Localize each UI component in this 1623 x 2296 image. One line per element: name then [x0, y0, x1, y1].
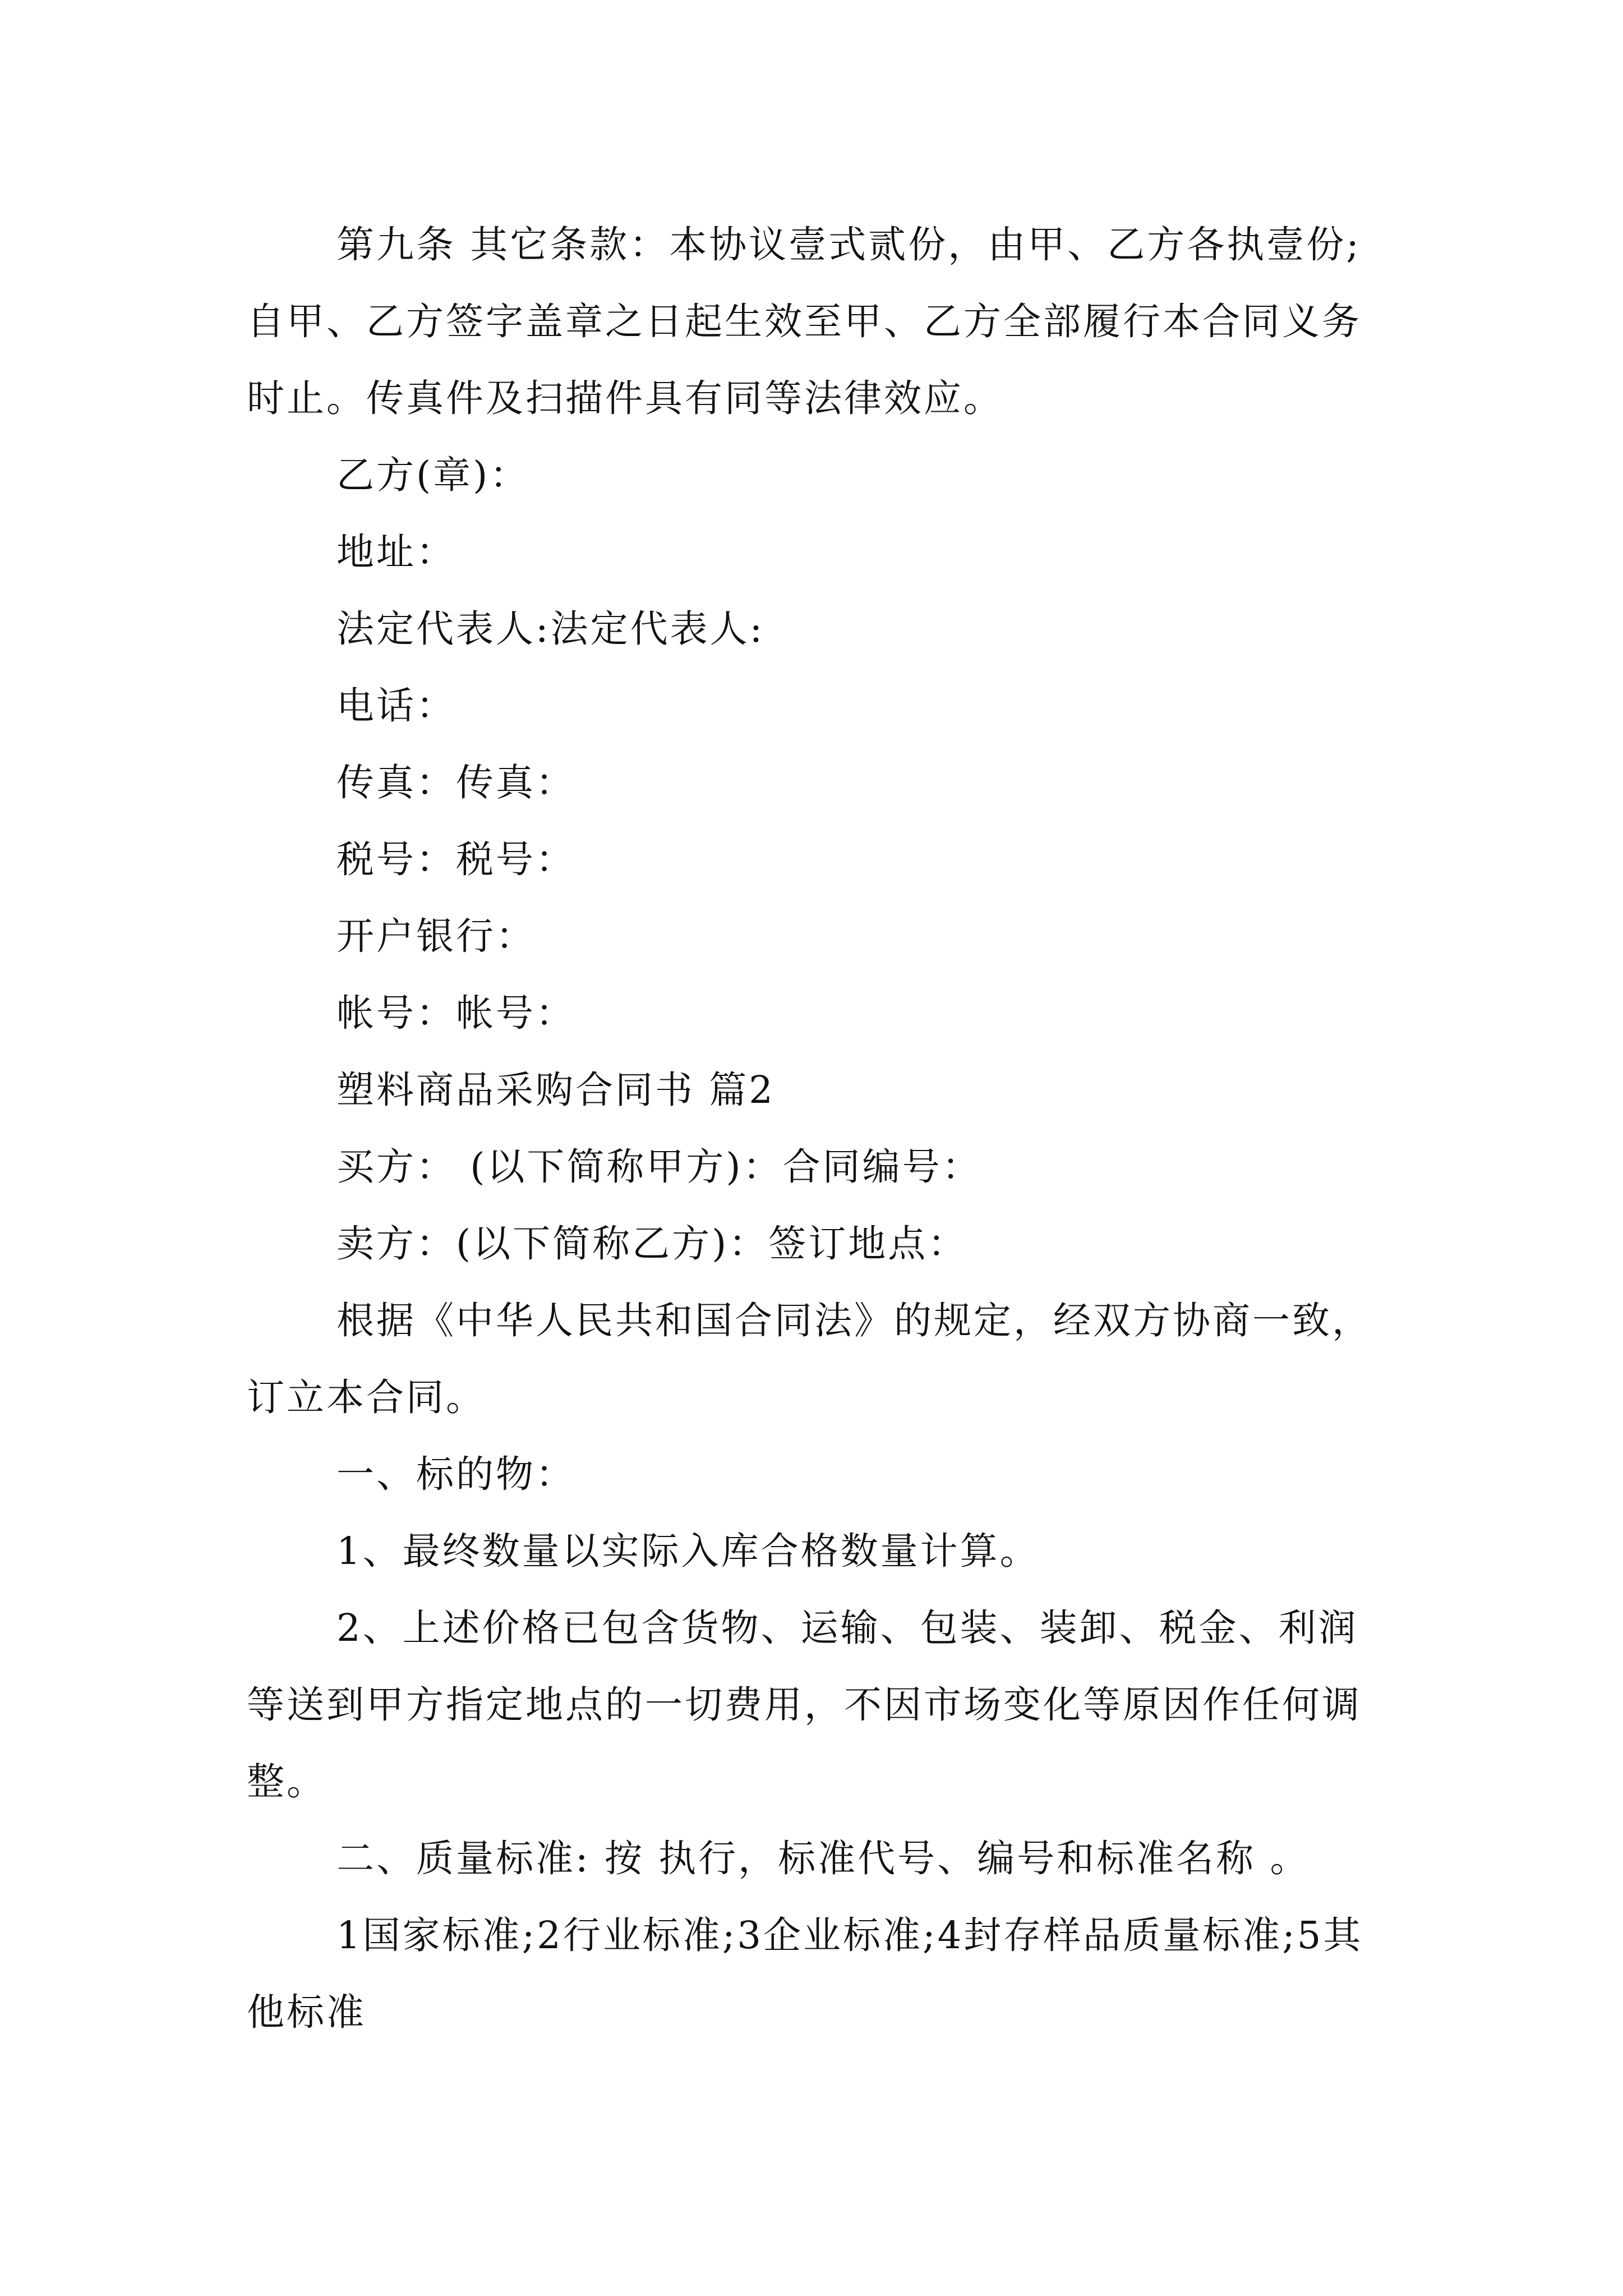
- section-title: 塑料商品采购合同书 篇2: [336, 1068, 775, 1112]
- buyer-line: 买方： (以下简称甲方)：合同编号：: [336, 1145, 982, 1189]
- fax-line: 传真：传真：: [336, 761, 575, 804]
- address-line: 地址：: [336, 530, 456, 574]
- basis-paragraph: 根据《中华人民共和国合同法》的规定，经双方协商一致，订立本合同。: [247, 1299, 1372, 1419]
- subject-matter-heading: 一、标的物：: [336, 1452, 575, 1496]
- quality-standard-paragraph: 二、质量标准: 按 执行，标准代号、编号和标准名称 。: [336, 1837, 1310, 1880]
- phone-line: 电话：: [336, 684, 456, 728]
- document-body: [247, 206, 1380, 2051]
- clause-9-paragraph: 第九条 其它条款：本协议壹式贰份，由甲、乙方各执壹份;自甲、乙方签字盖章之日起生效至甲、乙方全部履行本合同义务时止。传真件及扫描件具有同等法律效应。: [247, 223, 1362, 420]
- standards-list-paragraph: 1国家标准;2行业标准;3企业标准;4封存样品质量标准;5其他标准: [247, 1913, 1363, 2034]
- legal-representative-line: 法定代表人:法定代表人:: [336, 607, 765, 651]
- price-paragraph: 2、上述价格已包含货物、运输、包装、装卸、税金、利润等送到甲方指定地点的一切费用，不因市场变化等原因作任何调整。: [247, 1606, 1362, 1803]
- bank-line: 开户银行：: [336, 914, 536, 958]
- party-b-seal-line: 乙方(章)：: [336, 453, 530, 497]
- tax-number-line: 税号：税号：: [336, 838, 575, 881]
- quantity-paragraph: 1、最终数量以实际入库合格数量计算。: [336, 1529, 1040, 1573]
- seller-line: 卖方：(以下简称乙方)：签订地点：: [336, 1222, 968, 1266]
- account-line: 帐号：帐号：: [336, 991, 575, 1035]
